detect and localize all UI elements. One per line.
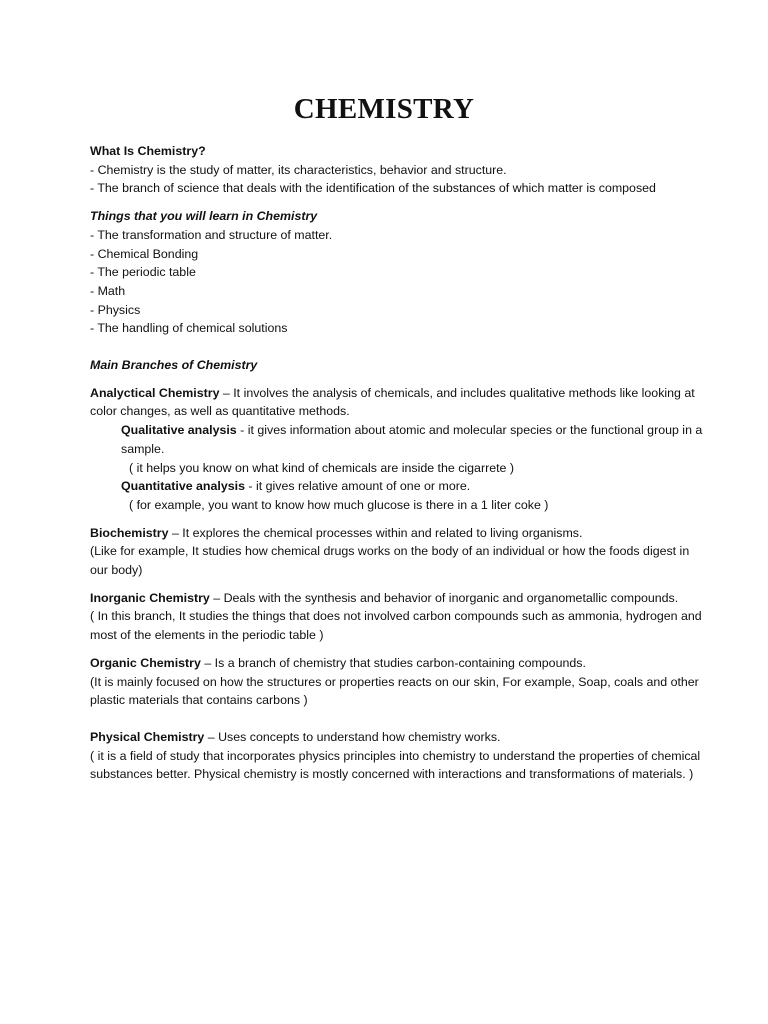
- learn-item-1: - The transformation and structure of matter.: [90, 227, 333, 242]
- document-body: [90, 142, 708, 784]
- qualitative-desc: - it gives information about atomic and molecular species or the functional group in a sample.: [121, 423, 703, 456]
- organic-note: (It is mainly focused on how the structures or properties reacts on our skin, For example, Soap, coals and other plastic materials that contains carbons ): [90, 674, 699, 708]
- page-title: CHEMISTRY: [293, 93, 475, 125]
- learn-item-4: - Math: [90, 283, 126, 298]
- section-physical: [90, 728, 708, 784]
- quantitative-desc: - it gives relative amount of one or more.: [244, 479, 471, 494]
- what-is-line-2: - The branch of science that deals with the identification of the substances of which matter is composed: [90, 181, 656, 196]
- qualitative-example: ( it helps you know on what kind of chemicals are inside the cigarrete ): [129, 460, 514, 475]
- organic-paragraph: [90, 654, 708, 673]
- inorganic-paragraph: [90, 589, 708, 608]
- learn-item-6: - The handling of chemical solutions: [90, 321, 288, 336]
- qualitative-term: Qualitative analysis: [121, 423, 237, 438]
- qualitative-paragraph: [90, 421, 708, 458]
- analytical-desc: – It involves the analysis of chemicals, and includes qualitative methods like looking at color changes, as well as quantitative methods.: [90, 385, 695, 419]
- quantitative-paragraph: [90, 477, 708, 496]
- section-analytical: [90, 384, 708, 515]
- learn-heading: Things that you will learn in Chemistry: [90, 209, 318, 224]
- physical-desc: – Uses concepts to understand how chemistry works.: [204, 729, 501, 744]
- inorganic-term: Inorganic Chemistry: [90, 590, 210, 605]
- branches-heading: Main Branches of Chemistry: [90, 358, 258, 373]
- physical-note: ( it is a field of study that incorporates physics principles into chemistry to understand the properties of chemical substances better. Physical chemistry is mostly concerned with interactions and transformations of materials. ): [90, 748, 701, 782]
- analytical-term: Analyctical Chemistry: [90, 385, 220, 400]
- biochemistry-note: (Like for example, It studies how chemical drugs works on the body of an individual or how the foods digest in our body): [90, 544, 690, 578]
- organic-term: Organic Chemistry: [90, 655, 201, 670]
- analytical-paragraph: [90, 384, 708, 421]
- section-what-is: [90, 142, 708, 198]
- biochemistry-desc: – It explores the chemical processes within and related to living organisms.: [168, 525, 583, 540]
- learn-item-2: - Chemical Bonding: [90, 246, 199, 261]
- section-learn: [90, 207, 708, 338]
- physical-term: Physical Chemistry: [90, 729, 205, 744]
- section-inorganic: [90, 589, 708, 645]
- quantitative-term: Quantitative analysis: [121, 479, 245, 494]
- learn-item-3: - The periodic table: [90, 265, 196, 280]
- learn-item-5: - Physics: [90, 302, 141, 317]
- organic-desc: – Is a branch of chemistry that studies carbon-containing compounds.: [200, 655, 586, 670]
- physical-paragraph: [90, 728, 708, 747]
- biochemistry-term: Biochemistry: [90, 525, 169, 540]
- inorganic-note: ( In this branch, It studies the things that does not involved carbon compounds such as ammonia, hydrogen and most of the elements in the periodic table ): [90, 609, 702, 643]
- biochemistry-paragraph: [90, 524, 708, 543]
- what-is-line-1: - Chemistry is the study of matter, its characteristics, behavior and structure.: [90, 162, 507, 177]
- inorganic-desc: – Deals with the synthesis and behavior of inorganic and organometallic compounds.: [209, 590, 679, 605]
- section-biochemistry: [90, 524, 708, 580]
- what-is-heading: What Is Chemistry?: [90, 144, 206, 158]
- quantitative-example: ( for example, you want to know how much glucose is there in a 1 liter coke ): [129, 497, 549, 512]
- section-organic: [90, 654, 708, 710]
